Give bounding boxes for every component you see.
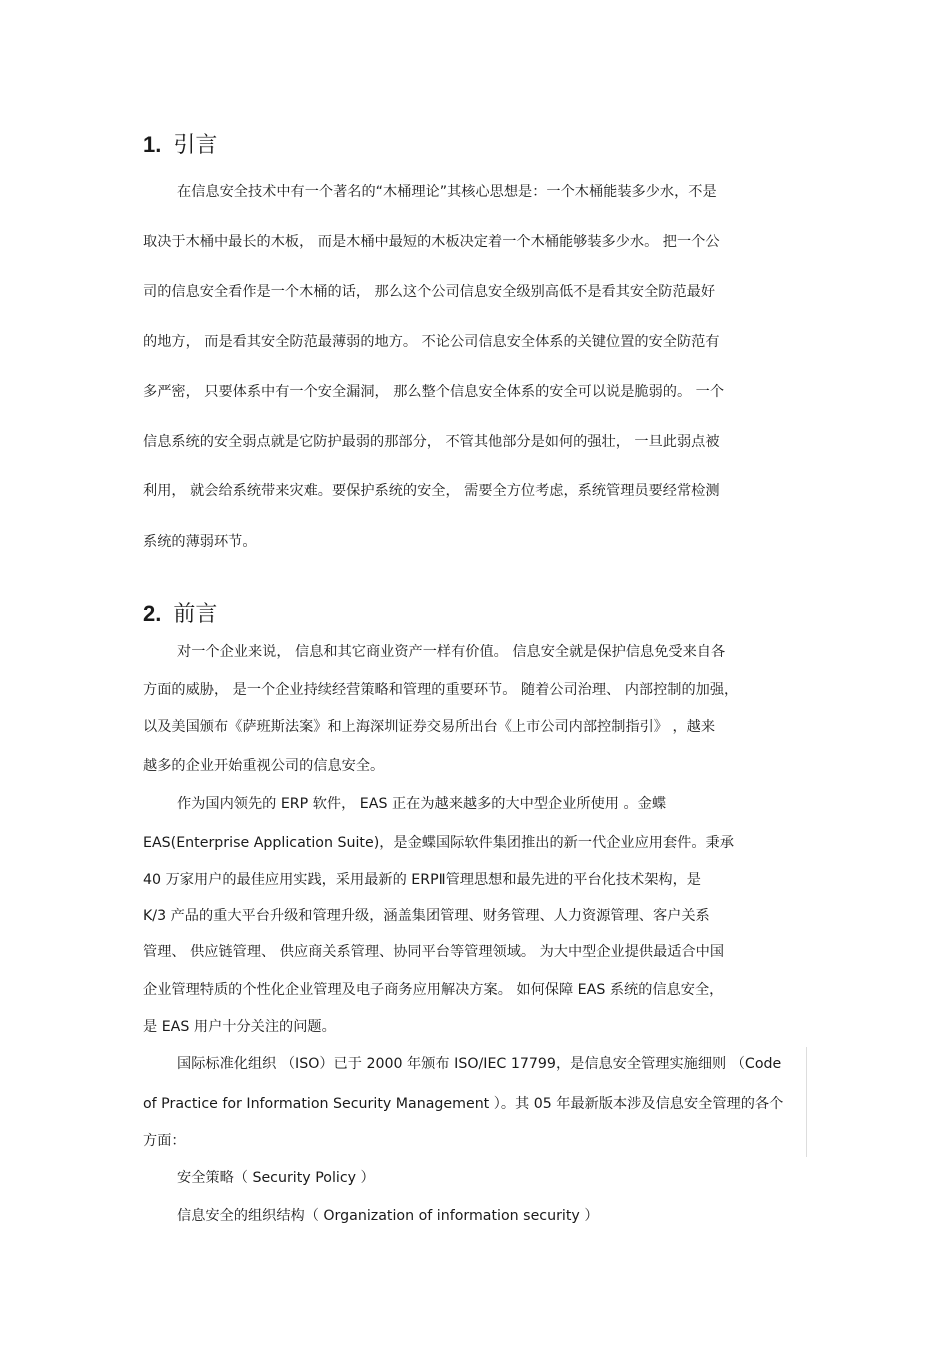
paragraph-line: 取决于木桶中最长的木板， 而是木桶中最短的木板决定着一个木桶能够装多少水。 把一个公: [143, 234, 720, 250]
paragraph-line: 以及美国颁布《萨班斯法案》和上海深圳证券交易所出台《上市公司内部控制指引》 ，越来: [143, 719, 716, 735]
section-2-title: 前言: [173, 602, 218, 627]
paragraph-line: 企业管理特质的个性化企业管理及电子商务应用解决方案。 如何保障 EAS 系统的信息安全，: [143, 982, 724, 998]
section-1-heading: [143, 128, 217, 159]
section-2-heading: [143, 597, 217, 628]
paragraph-line: 越多的企业开始重视公司的信息安全。: [143, 758, 385, 774]
paragraph-line: K/3 产品的重大平台升级和管理升级，涵盖集团管理、财务管理、人力资源管理、客户关系: [143, 908, 710, 924]
paragraph-line: 方面：: [143, 1133, 186, 1149]
paragraph-line: EAS(Enterprise Application Suite)，是金蝶国际软件集团推出的新一代企业应用套件。秉承: [143, 835, 734, 851]
paragraph-line: 多严密， 只要体系中有一个安全漏洞， 那么整个信息安全体系的安全可以说是脆弱的。 一个: [143, 384, 725, 400]
paragraph-line: of Practice for Information Security Management ）。其 05 年最新版本涉及信息安全管理的各个: [143, 1096, 784, 1112]
margin-rule: [806, 1047, 807, 1157]
paragraph-line: 的地方， 而是看其安全防范最薄弱的地方。 不论公司信息安全体系的关键位置的安全防范有: [143, 334, 720, 350]
paragraph-line: 对一个企业来说， 信息和其它商业资产一样有价值。 信息安全就是保护信息免受来自各: [177, 644, 726, 660]
section-1-number: 1.: [143, 132, 162, 157]
paragraph-line: 利用， 就会给系统带来灾难。要保护系统的安全， 需要全方位考虑，系统管理员要经常检测: [143, 483, 720, 499]
paragraph-line: 司的信息安全看作是一个木桶的话， 那么这个公司信息安全级别高低不是看其安全防范最好: [143, 284, 716, 300]
paragraph-line: 作为国内领先的 ERP 软件， EAS 正在为越来越多的大中型企业所使用 。金蝶: [177, 796, 667, 812]
paragraph-line: 在信息安全技术中有一个著名的“木桶理论”其核心思想是：一个木桶能装多少水，不是: [177, 184, 717, 200]
paragraph-line: 信息系统的安全弱点就是它防护最弱的那部分， 不管其他部分是如何的强壮， 一旦此弱点被: [143, 434, 720, 450]
section-1-title: 引言: [173, 133, 218, 158]
paragraph-line: 国际标准化组织 （ISO）已于 2000 年颁布 ISO/IEC 17799，是信息安全管理实施细则 （Code: [177, 1056, 782, 1072]
paragraph-line: 是 EAS 用户十分关注的问题。: [143, 1019, 336, 1035]
paragraph-line: 方面的威胁， 是一个企业持续经营策略和管理的重要环节。 随着公司治理、 内部控制的加强，: [143, 682, 739, 698]
paragraph-line: 安全策略（ Security Policy ）: [177, 1170, 375, 1186]
paragraph-line: 40 万家用户的最佳应用实践，采用最新的 ERPⅡ管理思想和最先进的平台化技术架构，是: [143, 872, 701, 888]
paragraph-line: 系统的薄弱环节。: [143, 534, 257, 550]
paragraph-line: 管理、 供应链管理、 供应商关系管理、协同平台等管理领域。 为大中型企业提供最适合中国: [143, 944, 725, 960]
paragraph-line: 信息安全的组织结构（ Organization of information security ）: [177, 1208, 599, 1224]
section-2-number: 2.: [143, 601, 162, 626]
